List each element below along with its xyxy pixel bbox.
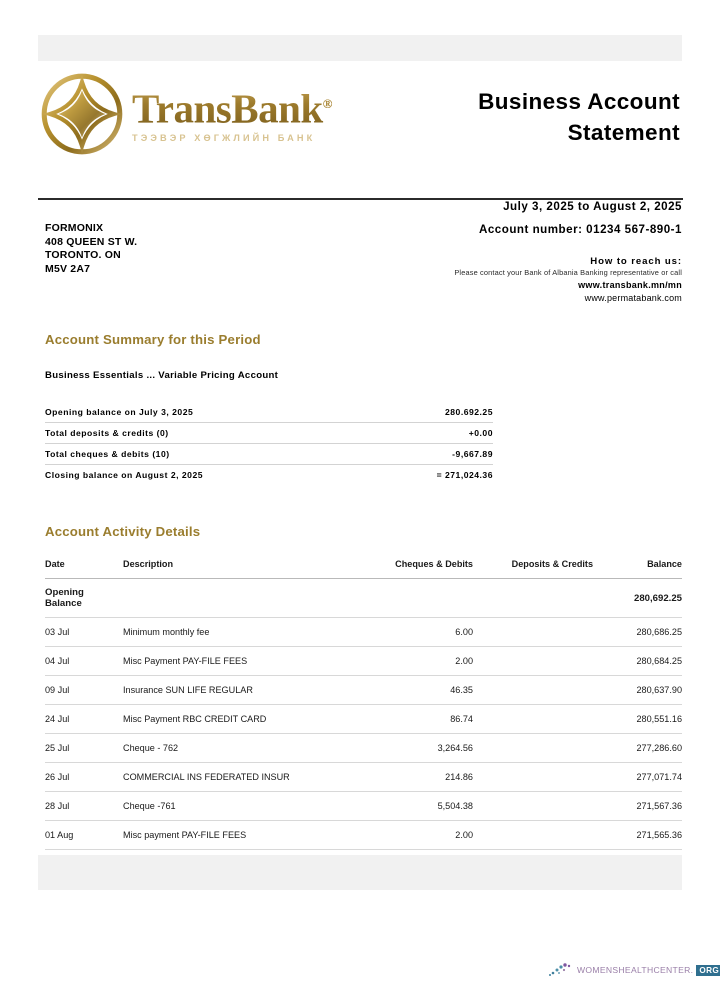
cell-date: 03 Jul <box>45 627 70 637</box>
account-type-label: Business Essentials ... Variable Pricing Account <box>45 370 279 381</box>
cell-description: Cheque - 762 <box>123 743 179 753</box>
opening-balance-label: Opening Balance <box>45 587 84 609</box>
summary-value: -9,667.89 <box>452 449 493 459</box>
cell-description: Cheque -761 <box>123 801 176 811</box>
watermark-text: WOMENSHEALTHCENTER. <box>577 965 694 975</box>
table-row <box>45 821 682 850</box>
cell-credit <box>473 768 593 786</box>
postal-code: M5V 2A7 <box>45 262 91 275</box>
cell-description: Insurance SUN LIFE REGULAR <box>123 685 253 695</box>
cell-date: 28 Jul <box>45 801 70 811</box>
summary-label: Opening balance on July 3, 2025 <box>45 407 194 417</box>
column-header-debits: Cheques & Debits <box>395 559 473 569</box>
opening-balance-spacer <box>123 590 351 606</box>
customer-name: FORMONIX <box>45 222 104 234</box>
table-row <box>45 705 682 734</box>
cell-credit <box>473 623 593 641</box>
cell-date: 04 Jul <box>45 656 70 666</box>
cell-date: 25 Jul <box>45 743 70 753</box>
bank-tagline: ТЭЭВЭР ХӨГЖЛИЙН БАНК <box>132 132 316 143</box>
account-summary-heading: Account Summary for this Period <box>45 332 261 347</box>
diamond-ring-logo-icon <box>40 72 124 156</box>
account-activity-heading: Account Activity Details <box>45 524 201 539</box>
registered-mark: ® <box>322 96 332 111</box>
dot-cluster-icon <box>548 962 574 978</box>
table-row <box>45 647 682 676</box>
cell-date: 24 Jul <box>45 714 70 724</box>
cell-date: 01 Aug <box>45 830 74 840</box>
summary-row <box>45 444 493 465</box>
cell-debit: 86.74 <box>450 714 473 724</box>
cell-debit: 46.35 <box>450 685 473 695</box>
summary-label: Total cheques & debits (10) <box>45 449 170 459</box>
reach-contact-line: Please contact your Bank of Albania Banking representative or call <box>454 268 682 277</box>
cell-description: Minimum monthly fee <box>123 627 210 637</box>
cell-balance: 280,684.25 <box>636 656 682 666</box>
bank-logo <box>40 72 332 156</box>
reach-title: How to reach us: <box>590 256 682 267</box>
address-line-1: 408 QUEEN ST W. <box>45 235 138 248</box>
account-activity-table <box>45 550 682 879</box>
opening-balance-debit <box>351 590 473 606</box>
cell-balance: 280,551.16 <box>636 714 682 724</box>
table-row <box>45 792 682 821</box>
footer-watermark <box>548 962 720 978</box>
cell-debit: 5,504.38 <box>437 801 473 811</box>
cell-balance: 277,071.74 <box>636 772 682 782</box>
customer-address <box>45 222 137 276</box>
statement-period: July 3, 2025 to August 2, 2025 <box>503 200 682 213</box>
top-grey-band <box>38 35 682 61</box>
cell-credit <box>473 797 593 815</box>
column-header-date: Date <box>45 559 65 569</box>
brand-text <box>132 72 332 143</box>
cell-credit <box>473 652 593 670</box>
table-row <box>45 676 682 705</box>
cell-balance: 280,686.25 <box>636 627 682 637</box>
summary-row <box>45 402 493 423</box>
table-header-row <box>45 550 682 579</box>
table-row <box>45 579 682 618</box>
title-line-2: Statement <box>567 120 680 145</box>
cell-credit <box>473 710 593 728</box>
opening-balance-credit <box>473 590 593 606</box>
how-to-reach-us <box>252 256 682 305</box>
column-header-credits: Deposits & Credits <box>511 559 593 569</box>
column-header-description: Description <box>123 559 174 569</box>
cell-description: COMMERCIAL INS FEDERATED INSUR <box>123 772 290 782</box>
cell-description: Misc Payment PAY-FILE FEES <box>123 656 248 666</box>
account-summary-table <box>45 402 493 485</box>
cell-debit: 6.00 <box>455 627 473 637</box>
cell-balance: 280,637.90 <box>636 685 682 695</box>
cell-debit: 2.00 <box>455 830 473 840</box>
bottom-grey-band <box>38 855 682 890</box>
title-line-1: Business Account <box>478 89 680 114</box>
document-header <box>40 72 680 167</box>
page-title <box>350 86 680 148</box>
table-row <box>45 763 682 792</box>
table-row <box>45 618 682 647</box>
summary-value: +0.00 <box>468 428 493 438</box>
opening-balance-amount: 280,692.25 <box>633 592 682 604</box>
column-header-balance: Balance <box>647 559 682 569</box>
address-line-2: TORONTO. ON <box>45 249 121 262</box>
summary-value: 280.692.25 <box>444 407 493 417</box>
cell-balance: 271,567.36 <box>636 801 682 811</box>
cell-credit <box>473 681 593 699</box>
cell-description: Misc payment PAY-FILE FEES <box>123 830 247 840</box>
cell-credit <box>473 826 593 844</box>
cell-description: Misc Payment RBC CREDIT CARD <box>123 714 267 724</box>
summary-label: Total deposits & credits (0) <box>45 428 169 438</box>
cell-debit: 214.86 <box>445 772 473 782</box>
account-number: Account number: 01234 567-890-1 <box>478 223 682 236</box>
cell-debit: 3,264.56 <box>437 743 473 753</box>
summary-value: = 271,024.36 <box>436 470 493 480</box>
watermark-badge: ORG <box>696 965 720 976</box>
cell-date: 09 Jul <box>45 685 70 695</box>
cell-balance: 271,565.36 <box>636 830 682 840</box>
cell-debit: 2.00 <box>455 656 473 666</box>
bank-website-secondary[interactable]: www.permatabank.com <box>584 293 682 303</box>
bank-website-primary[interactable]: www.transbank.mn/mn <box>578 280 682 291</box>
summary-row <box>45 465 493 485</box>
bank-name: TransBank® <box>132 82 332 131</box>
summary-label: Closing balance on August 2, 2025 <box>45 470 204 480</box>
cell-date: 26 Jul <box>45 772 70 782</box>
statement-meta <box>262 200 682 236</box>
table-row <box>45 734 682 763</box>
cell-balance: 277,286.60 <box>636 743 682 753</box>
summary-row <box>45 423 493 444</box>
cell-credit <box>473 739 593 757</box>
